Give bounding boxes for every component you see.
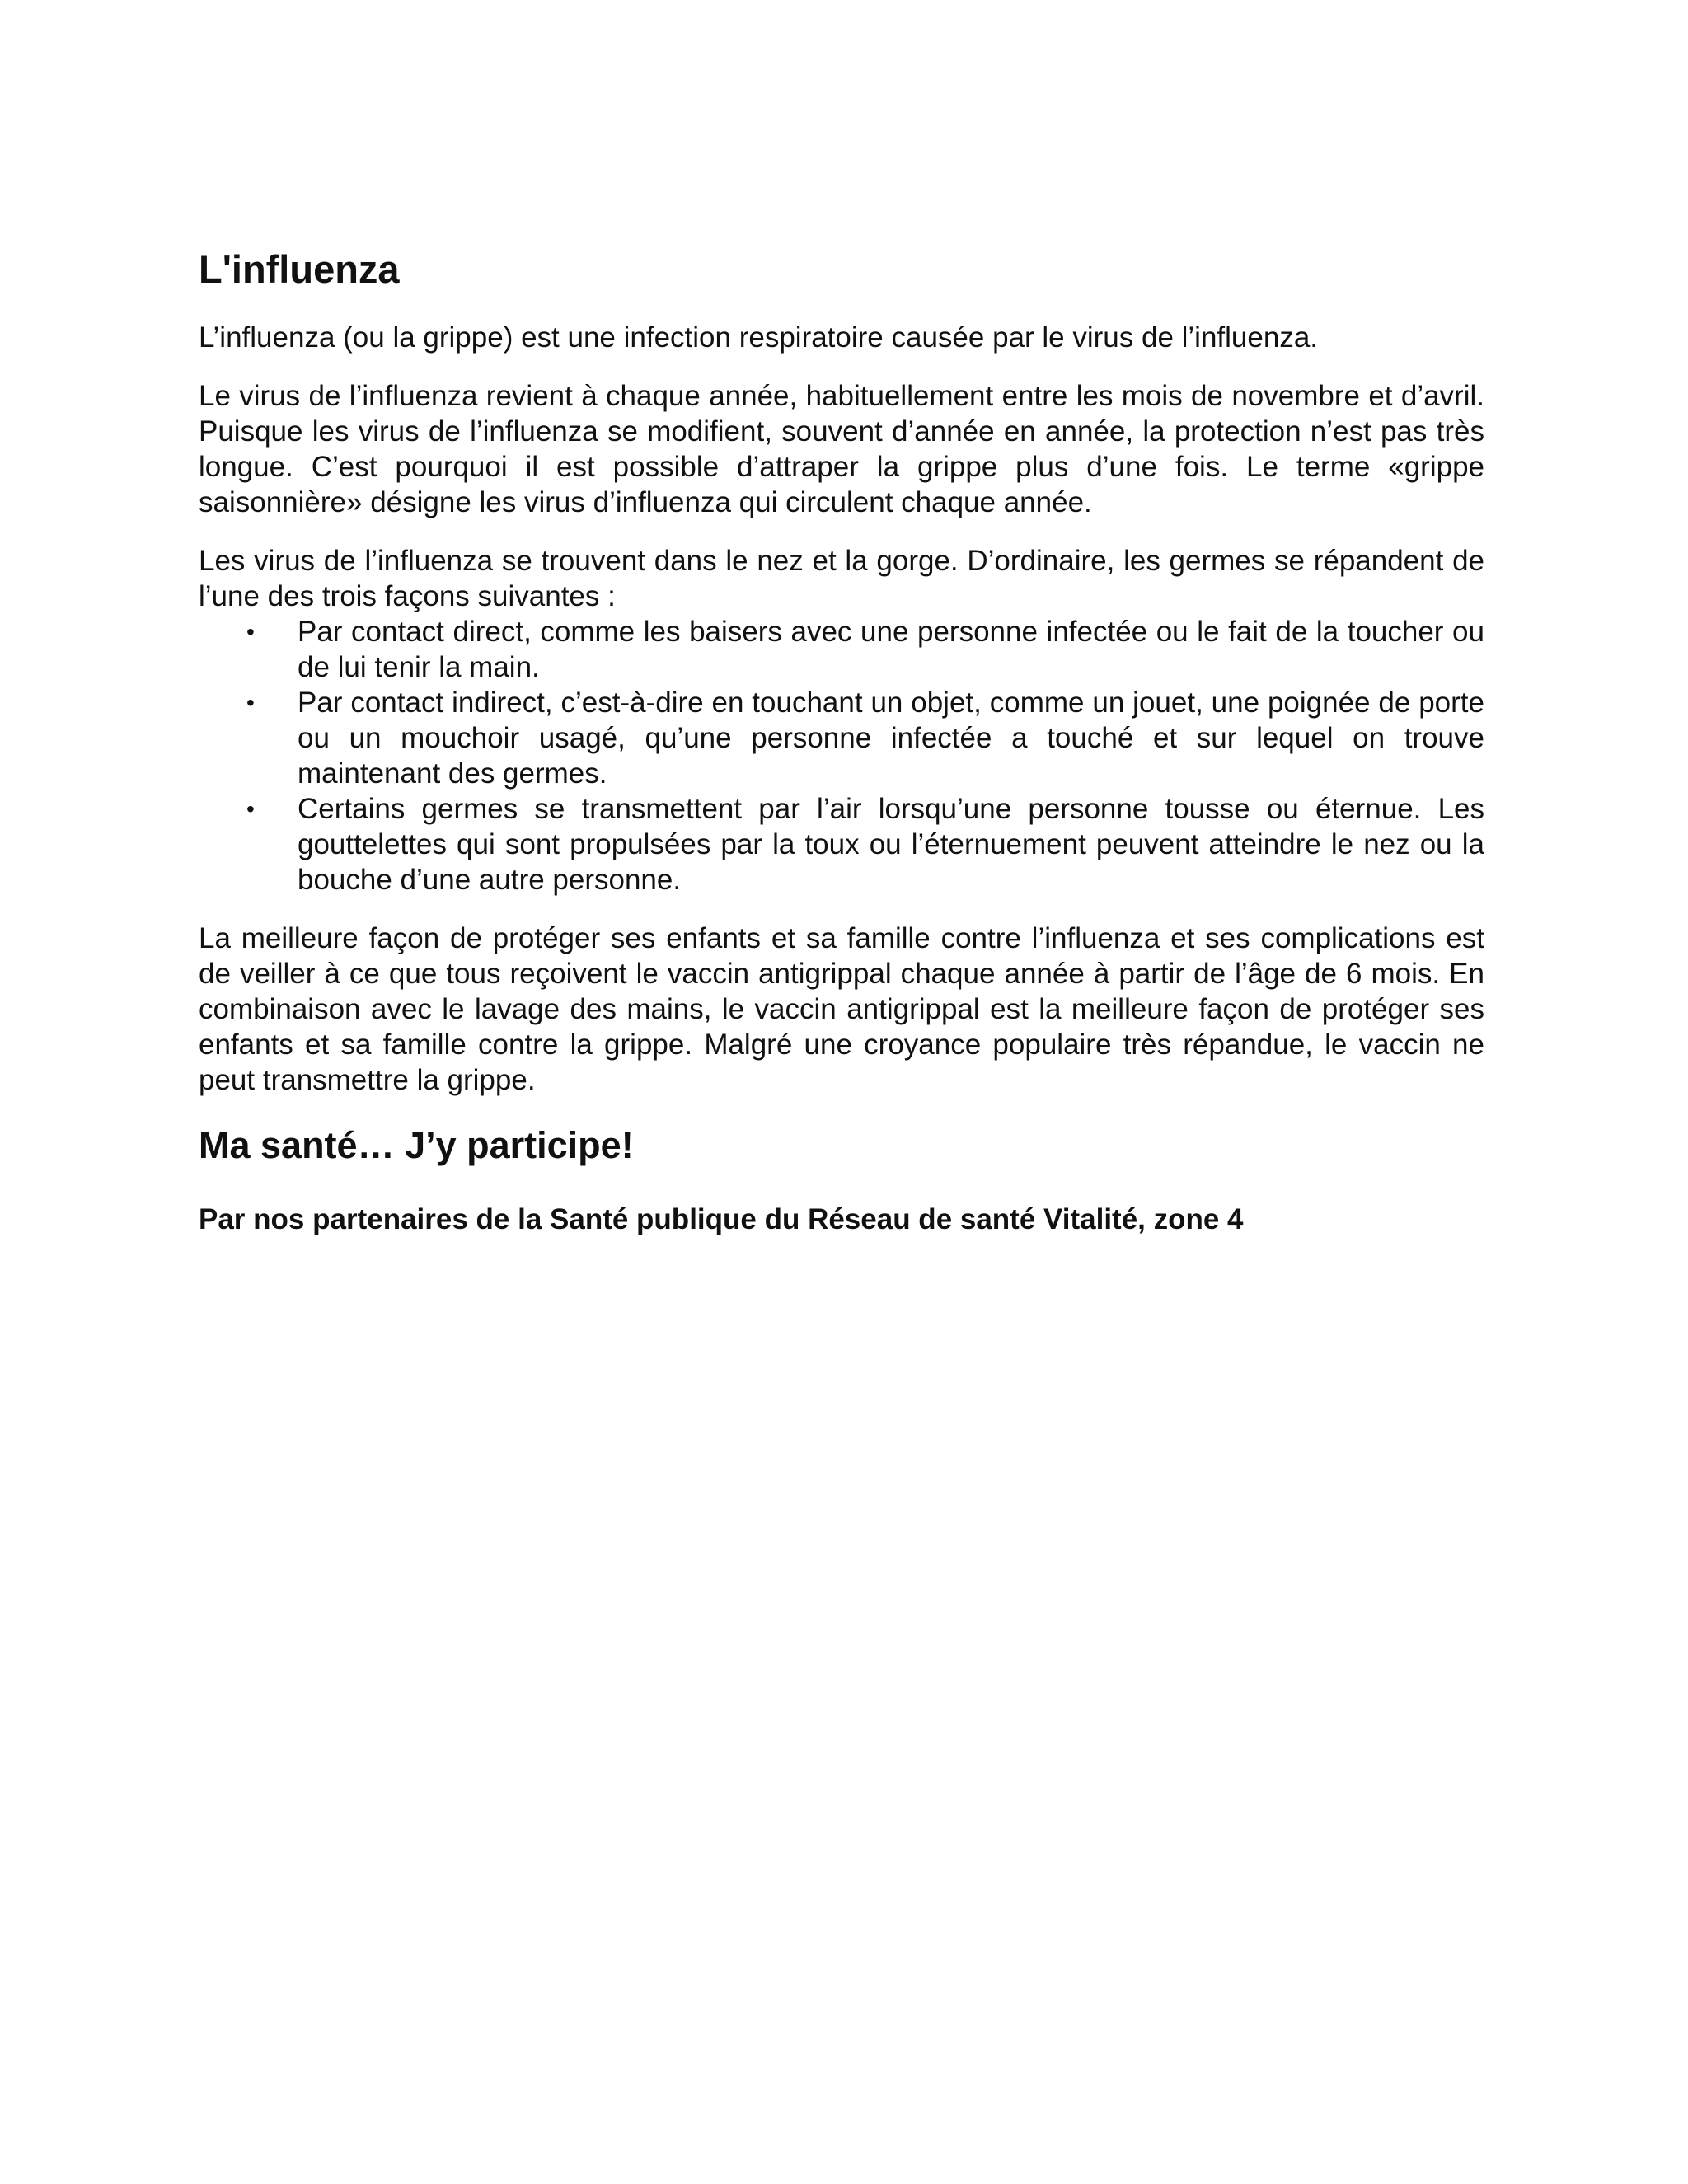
document-page <box>199 241 1484 1260</box>
bullet-icon: • <box>246 690 255 715</box>
list-item-text: Par contact direct, comme les baisers avec une personne infectée ou le fait de la toucher ou de lui tenir la main. <box>298 616 1484 683</box>
list-item <box>199 791 1484 898</box>
slogan-heading: Ma santé… J’y participe! <box>199 1124 634 1166</box>
list-item <box>199 614 1484 685</box>
virus-season-paragraph: Le virus de l’influenza revient à chaque année, habituellement entre les mois de novembre et d’avril. Puisque les virus de l’influenza se modifient, souvent d’année en année, la protection n’est pas très longue. C’est pourquoi il est possible d’attraper la grippe plus d’une fois. Le terme «grippe saisonnière» désigne les virus d’influenza qui circulent chaque année. <box>199 380 1484 518</box>
intro-paragraph: L’influenza (ou la grippe) est une infection respiratoire causée par le virus de l’influenza. <box>199 321 1319 354</box>
transmission-list <box>199 614 1484 898</box>
transmission-intro-paragraph: Les virus de l’influenza se trouvent dans le nez et la gorge. D’ordinaire, les germes se répandent de l’une des trois façons suivantes : <box>199 545 1484 612</box>
article-title: L'influenza <box>199 247 400 291</box>
list-item-text: Par contact indirect, c’est-à-dire en touchant un objet, comme un jouet, une poignée de porte ou un mouchoir usagé, qu’une personne infectée a touché et sur lequel on trouve maintenant des germes. <box>298 687 1484 790</box>
prevention-paragraph: La meilleure façon de protéger ses enfants et sa famille contre l’influenza et ses complications est de veiller à ce que tous reçoivent le vaccin antigrippal chaque année à partir de l’âge de 6 mois. En combinaison avec le lavage des mains, le vaccin antigrippal est la meilleure façon de protéger ses enfants et sa famille contre la grippe. Malgré une croyance populaire très répandue, le vaccin ne peut transmettre la grippe. <box>199 922 1484 1096</box>
list-item-text: Certains germes se transmettent par l’air lorsqu’une personne tousse ou éternue. Les gouttelettes qui sont propulsées par la toux ou l’éternuement peuvent atteindre le nez ou la bouche d’une autre personne. <box>298 793 1484 896</box>
list-item <box>199 685 1484 791</box>
bullet-icon: • <box>246 796 255 822</box>
credit-line: Par nos partenaires de la Santé publique du Réseau de santé Vitalité, zone 4 <box>199 1203 1244 1235</box>
bullet-icon: • <box>246 619 255 644</box>
